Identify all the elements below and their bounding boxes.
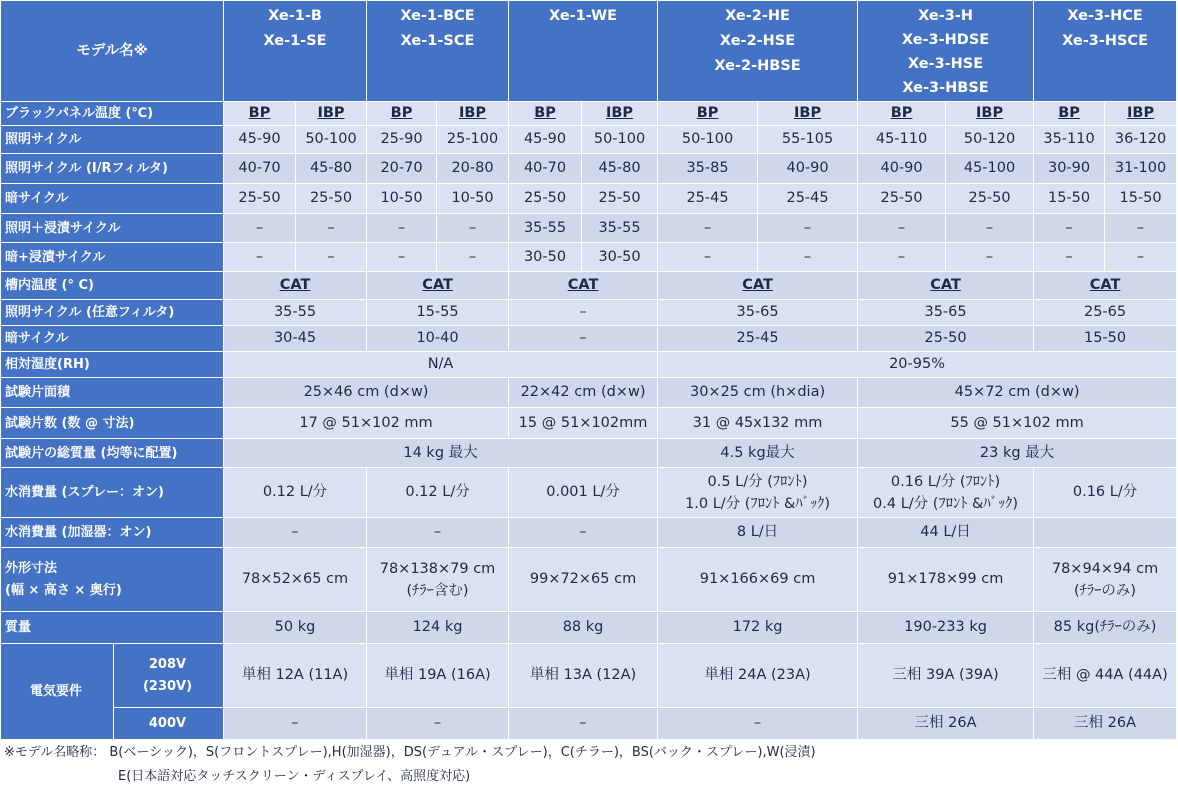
table-row	[1, 378, 1177, 408]
cell: 91×166×69 cm	[658, 548, 858, 612]
model-name: Xe-2-HE	[725, 8, 790, 24]
cell: 10-40	[367, 326, 509, 352]
cell: 0.001 L/分	[509, 468, 658, 518]
footnote-line-1: ※モデル名略称： B(ベーシック)，S(フロントスプレー),H(加湿器)，DS(デュアル・スプレー)，C(チラー)，BS(バック・スプレー),W(浸漬)	[4, 745, 816, 760]
cell	[858, 468, 1034, 518]
cat-header-row	[1, 272, 1177, 300]
bp-header: BP	[509, 102, 582, 126]
cell: 25-50	[296, 184, 367, 214]
model-group-2	[367, 1, 509, 102]
cell: 30-50	[509, 243, 582, 272]
cell: –	[658, 708, 858, 740]
cell: –	[296, 243, 367, 272]
cell: 30×25 cm (h×dia)	[658, 378, 858, 408]
cell	[1034, 548, 1177, 612]
cell: 0.16 L/分	[1034, 468, 1177, 518]
cell: 三相 @ 44A (44A)	[1034, 644, 1177, 708]
cell: 単相 24A (23A)	[658, 644, 858, 708]
row-label: 照明＋浸漬サイクル	[1, 214, 224, 243]
cell: 88 kg	[509, 612, 658, 644]
cell: 25-50	[509, 184, 582, 214]
row-label: 照明サイクル (任意フィルタ)	[1, 300, 224, 326]
model-group-3	[509, 1, 658, 102]
cell: 22×42 cm (d×w)	[509, 378, 658, 408]
model-name: Xe-3-HCE	[1067, 8, 1143, 24]
cell	[658, 468, 858, 518]
cell: 30-45	[224, 326, 367, 352]
cell: –	[1105, 214, 1177, 243]
cell: 30-50	[582, 243, 658, 272]
table-row	[1, 243, 1177, 272]
cell: –	[858, 214, 946, 243]
cell: 45-80	[582, 154, 658, 184]
row-label: 暗サイクル	[1, 184, 224, 214]
table-row	[1, 439, 1177, 468]
cell: 50 kg	[224, 612, 367, 644]
bp-header-row	[1, 102, 1177, 126]
ibp-header: IBP	[1105, 102, 1177, 126]
cell: 15 @ 51×102mm	[509, 408, 658, 439]
cell: 三相 26A	[1034, 708, 1177, 740]
cell: –	[946, 214, 1034, 243]
bp-header: BP	[224, 102, 296, 126]
row-label: 暗サイクル	[1, 326, 224, 352]
cell: –	[437, 214, 509, 243]
cell: 10-50	[437, 184, 509, 214]
bp-header: BP	[858, 102, 946, 126]
cell: 31 @ 45x132 mm	[658, 408, 858, 439]
table-row	[1, 644, 1177, 708]
cell: 25×46 cm (d×w)	[224, 378, 509, 408]
cell: 35-55	[509, 214, 582, 243]
cat-header: CAT	[224, 272, 367, 300]
table-row	[1, 612, 1177, 644]
table-row	[1, 352, 1177, 378]
voltage-line: 208V	[148, 656, 187, 672]
cell: 0.12 L/分	[224, 468, 367, 518]
cell: 40-70	[224, 154, 296, 184]
cell: 25-50	[858, 184, 946, 214]
cell: –	[367, 708, 509, 740]
row-label: 水消費量 (スプレー：オン)	[1, 468, 224, 518]
cell: 25-90	[367, 126, 437, 154]
cell: 17 @ 51×102 mm	[224, 408, 509, 439]
cell: –	[509, 300, 658, 326]
cell: 30-90	[1034, 154, 1105, 184]
row-label: 試験片面積	[1, 378, 224, 408]
ibp-header: IBP	[582, 102, 658, 126]
cell: 10-50	[367, 184, 437, 214]
cell	[1034, 518, 1177, 548]
cell: –	[224, 518, 367, 548]
cell: 35-55	[224, 300, 367, 326]
model-name: Xe-3-HBSE	[902, 80, 989, 96]
cell: 単相 19A (16A)	[367, 644, 509, 708]
row-label: 照明サイクル (I/Rフィルタ)	[1, 154, 224, 184]
row-label: 試験片数 (数 @ 寸法)	[1, 408, 224, 439]
table-row	[1, 184, 1177, 214]
cell: 8 L/日	[658, 518, 858, 548]
table-row	[1, 548, 1177, 612]
model-name: Xe-1-B	[268, 8, 322, 24]
cell: –	[296, 214, 367, 243]
model-name: Xe-2-HSE	[719, 33, 796, 49]
cell: 45-110	[858, 126, 946, 154]
cell: –	[658, 214, 758, 243]
table-row	[1, 154, 1177, 184]
cat-header: CAT	[858, 272, 1034, 300]
table-row	[1, 708, 1177, 740]
row-label-line: 外形寸法	[5, 560, 58, 576]
cell: 三相 39A (39A)	[858, 644, 1034, 708]
cell: 35-110	[1034, 126, 1105, 154]
cell-line: 78×94×94 cm	[1051, 560, 1159, 577]
ibp-header: IBP	[296, 102, 367, 126]
bp-header: BP	[1034, 102, 1105, 126]
footnote-line-2-wrap	[0, 765, 1178, 789]
cell: 4.5 kg最大	[658, 439, 858, 468]
cell: 45-90	[224, 126, 296, 154]
cell: –	[224, 243, 296, 272]
cell: 40-90	[758, 154, 858, 184]
cell: 20-80	[437, 154, 509, 184]
cell: 50-100	[582, 126, 658, 154]
cell: 三相 26A	[858, 708, 1034, 740]
row-label: 電気要件	[1, 644, 114, 740]
model-name: Xe-3-HSE	[907, 56, 984, 72]
voltage-label: 400V	[114, 708, 224, 740]
footnote	[0, 740, 1178, 789]
cell-line: (ﾁﾗｰのみ)	[1074, 582, 1137, 599]
cell: –	[946, 243, 1034, 272]
cell: –	[758, 214, 858, 243]
cell: –	[509, 326, 658, 352]
cell-line: (ﾁﾗｰ含む)	[406, 582, 469, 599]
cell: –	[437, 243, 509, 272]
table-row	[1, 326, 1177, 352]
cell: 40-70	[509, 154, 582, 184]
cell: 35-65	[858, 300, 1034, 326]
cell: 20-70	[367, 154, 437, 184]
cell: 0.12 L/分	[367, 468, 509, 518]
cell: 25-45	[658, 184, 758, 214]
model-name: Xe-3-H	[918, 8, 973, 24]
cell: 31-100	[1105, 154, 1177, 184]
cell: 14 kg 最大	[224, 439, 658, 468]
cell: 25-45	[658, 326, 858, 352]
model-name: Xe-3-HDSE	[901, 32, 990, 48]
cell: 25-50	[858, 326, 1034, 352]
table-row	[1, 408, 1177, 439]
cell-line: 78×138×79 cm	[379, 560, 496, 577]
cell: 35-85	[658, 154, 758, 184]
cell: 45-90	[509, 126, 582, 154]
cat-header: CAT	[367, 272, 509, 300]
cell: –	[858, 243, 946, 272]
ibp-header: IBP	[758, 102, 858, 126]
cell: 25-65	[1034, 300, 1177, 326]
model-name: Xe-1-BCE	[400, 8, 475, 24]
cell: 36-120	[1105, 126, 1177, 154]
cell: 50-100	[658, 126, 758, 154]
cell: 172 kg	[658, 612, 858, 644]
cell: 25-50	[946, 184, 1034, 214]
model-name: Xe-1-SE	[263, 33, 327, 49]
cell: 15-55	[367, 300, 509, 326]
cell: 単相 13A (12A)	[509, 644, 658, 708]
model-header-row	[1, 1, 1177, 102]
cat-header: CAT	[509, 272, 658, 300]
model-group-1	[224, 1, 367, 102]
cell: –	[367, 214, 437, 243]
table-row	[1, 214, 1177, 243]
cell: 50-120	[946, 126, 1034, 154]
cell: 15-50	[1034, 326, 1177, 352]
cell: –	[367, 243, 437, 272]
model-name: Xe-1-SCE	[400, 33, 475, 49]
cell: –	[658, 243, 758, 272]
cell: 35-65	[658, 300, 858, 326]
cell-line: 0.16 L/分 (ﾌﾛﾝﾄ)	[890, 473, 1001, 490]
cell: 45×72 cm (d×w)	[858, 378, 1177, 408]
cell-line: 0.5 L/分 (ﾌﾛﾝﾄ)	[707, 473, 808, 490]
cell: 85 kg(ﾁﾗｰのみ)	[1034, 612, 1177, 644]
cell: –	[1034, 243, 1105, 272]
cell-line: 0.4 L/分 (ﾌﾛﾝﾄ &ﾊﾞｯｸ)	[873, 495, 1019, 512]
row-label: 水消費量 (加湿器：オン)	[1, 518, 224, 548]
ibp-header: IBP	[437, 102, 509, 126]
cell: 91×178×99 cm	[858, 548, 1034, 612]
row-label: 槽内温度 (° C)	[1, 272, 224, 300]
cell: 25-100	[437, 126, 509, 154]
bp-header: BP	[367, 102, 437, 126]
cell: 50-100	[296, 126, 367, 154]
row-label: 相対湿度(RH)	[1, 352, 224, 378]
table-row	[1, 468, 1177, 518]
row-label: 照明サイクル	[1, 126, 224, 154]
row-label-line: (幅 × 高さ × 奥行)	[5, 582, 122, 598]
cell-line: 1.0 L/分 (ﾌﾛﾝﾄ &ﾊﾞｯｸ)	[685, 495, 831, 512]
row-label: 試験片の総質量 (均等に配置)	[1, 439, 224, 468]
cell: 15-50	[1105, 184, 1177, 214]
cell: 44 L/日	[858, 518, 1034, 548]
table-row	[1, 518, 1177, 548]
cell: 45-80	[296, 154, 367, 184]
model-name: Xe-1-WE	[549, 8, 618, 24]
cell: 55-105	[758, 126, 858, 154]
cell: 55 @ 51×102 mm	[858, 408, 1177, 439]
cell: –	[1034, 214, 1105, 243]
cell: 20-95%	[658, 352, 1177, 378]
bp-header: BP	[658, 102, 758, 126]
cell: 45-100	[946, 154, 1034, 184]
cell: 78×52×65 cm	[224, 548, 367, 612]
cell: 35-55	[582, 214, 658, 243]
footnote-line-2: E(日本語対応タッチスクリーン・ディスプレイ、高照度対応)	[118, 769, 471, 784]
cell: –	[509, 708, 658, 740]
cell: N/A	[224, 352, 658, 378]
model-group-6	[1034, 1, 1177, 102]
cell: 99×72×65 cm	[509, 548, 658, 612]
model-group-5	[858, 1, 1034, 102]
cat-header: CAT	[1034, 272, 1177, 300]
cell: 190-233 kg	[858, 612, 1034, 644]
model-name: Xe-3-HSCE	[1062, 33, 1148, 49]
cell: –	[367, 518, 509, 548]
cell: –	[1105, 243, 1177, 272]
row-label	[1, 548, 224, 612]
model-group-4	[658, 1, 858, 102]
ibp-header: IBP	[946, 102, 1034, 126]
row-label: 暗+浸漬サイクル	[1, 243, 224, 272]
cell: –	[509, 518, 658, 548]
cell: 25-45	[758, 184, 858, 214]
cell: 124 kg	[367, 612, 509, 644]
voltage-line: (230V)	[142, 678, 193, 694]
row-label: 質量	[1, 612, 224, 644]
cell: 25-50	[224, 184, 296, 214]
cell	[367, 548, 509, 612]
model-name-label: モデル名※	[1, 1, 224, 102]
cell: 40-90	[858, 154, 946, 184]
cell: 15-50	[1034, 184, 1105, 214]
cell: 25-50	[582, 184, 658, 214]
cat-header: CAT	[658, 272, 858, 300]
cell: 単相 12A (11A)	[224, 644, 367, 708]
cell: –	[224, 214, 296, 243]
table-row	[1, 300, 1177, 326]
row-label: ブラックパネル温度 (℃)	[1, 102, 224, 126]
voltage-label	[114, 644, 224, 708]
table-row	[1, 126, 1177, 154]
cell: –	[758, 243, 858, 272]
cell: 23 kg 最大	[858, 439, 1177, 468]
model-name: Xe-2-HBSE	[714, 58, 801, 74]
cell: –	[224, 708, 367, 740]
